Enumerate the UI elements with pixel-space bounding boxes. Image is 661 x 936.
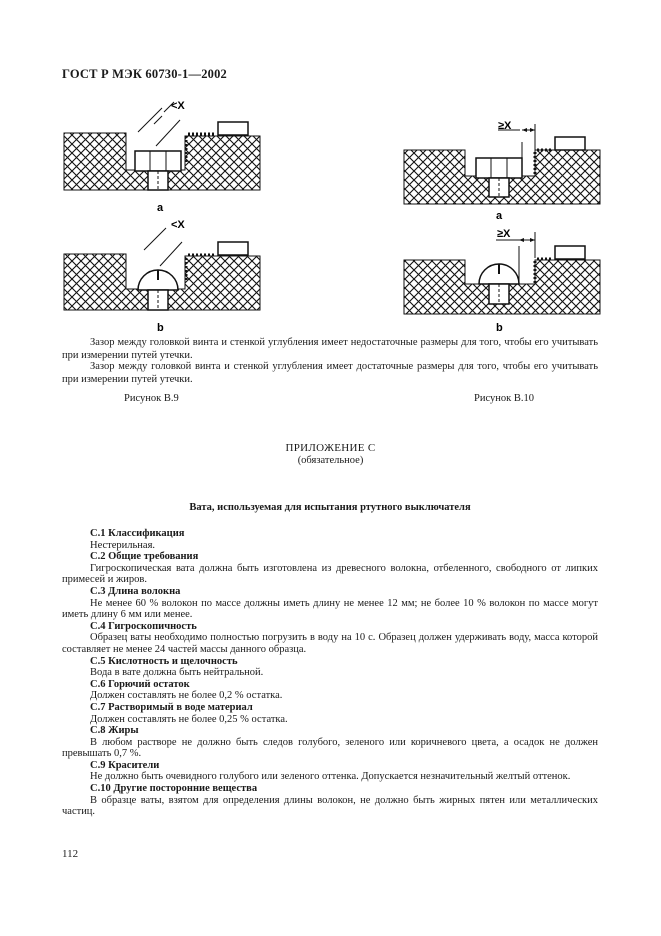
letter-b9-a: a: [157, 202, 164, 214]
label-less-x-a: <X: [171, 100, 185, 112]
conductive-part: [555, 137, 585, 150]
section-heading: С.5 Кислотность и щелочность: [90, 655, 238, 667]
document-header: ГОСТ Р МЭК 60730-1—2002: [62, 67, 227, 81]
figure-b9-a: [64, 102, 260, 190]
annex-title: ПРИЛОЖЕНИЕ С: [285, 442, 376, 454]
conductive-part: [218, 242, 248, 255]
section-body: Должен составлять не более 0,25 % остатка.: [90, 713, 288, 725]
letter-b10-a: a: [496, 210, 503, 222]
section-heading: С.6 Горючий остаток: [90, 678, 190, 690]
figure-b9-b: [64, 228, 260, 310]
figure-caption-b10: Рисунок В.10: [474, 393, 534, 404]
figures-drawing: [0, 0, 661, 340]
section-body: Вода в вате должна быть нейтральной.: [90, 667, 264, 679]
section-heading: С.7 Растворимый в воде материал: [90, 701, 253, 713]
figure-b10-a: [404, 124, 600, 204]
section-heading: С.3 Длина волокна: [90, 585, 181, 597]
conductive-part: [555, 246, 585, 259]
label-geq-x-a: ≥X: [498, 120, 512, 132]
section-body: Образец ваты необходимо полностью погрузить в воду на 10 с. Образец должен удерживать воду, масса которой составляет не менее 24 частей массы данного образца.: [62, 632, 598, 655]
label-geq-x-b: ≥X: [497, 228, 511, 240]
section-body: В образце ваты, взятом для определения длины волокон, не должно быть жирных пятен или металлических частиц.: [62, 794, 598, 818]
section-heading: С.8 Жиры: [90, 725, 139, 737]
section-heading: С.1 Классификация: [90, 528, 185, 539]
section-body: Не должно быть очевидного голубого или зеленого оттенка. Допускается незначительный желтый оттенок.: [90, 771, 571, 783]
figure-caption-b9: Рисунок В.9: [124, 393, 179, 404]
section-body: Не менее 60 % волокон по массе должны иметь длину не менее 12 мм; не более 10 % волокон по массе могут иметь длину 6 мм или менее.: [62, 597, 598, 621]
caption-insufficient-gap: Зазор между головкой винта и стенкой углубления имеет недостаточные размеры для того, чтобы его учитывать при измерении путей утечки.: [62, 337, 598, 361]
screw-head: [476, 158, 522, 178]
section-body: Гигроскопическая вата должна быть изготовлена из древесного волокна, отбеленного, свободного от липких примесей и жиров.: [62, 562, 598, 586]
screw-head: [135, 151, 181, 171]
page-number: 112: [62, 848, 79, 860]
section-heading: С.10 Другие посторонние вещества: [90, 783, 258, 795]
annex-heading: Вата, используемая для испытания ртутного выключателя: [189, 502, 471, 513]
caption-sufficient-gap: Зазор между головкой винта и стенкой углубления имеет достаточные размеры для того, чтобы его учитывать при измерении путей утечки.: [62, 361, 598, 385]
section-body: В любом растворе не должно быть следов голубого, зеленого или коричневого цвета, а осадок не должен превышать 0,7 %.: [62, 736, 598, 760]
figure-b10-b: [404, 232, 600, 314]
section-heading: С.9 Красители: [90, 759, 160, 771]
section-body: Нестерильная.: [90, 539, 156, 551]
annex-sections: [62, 528, 598, 818]
section-heading: С.2 Общие требования: [90, 551, 199, 563]
label-less-x-b: <X: [171, 219, 185, 231]
conductive-part: [218, 122, 248, 135]
letter-b10-b: b: [496, 322, 503, 334]
section-heading: С.4 Гигроскопичность: [90, 620, 197, 632]
annex-status: (обязательное): [297, 455, 364, 466]
letter-b9-b: b: [157, 322, 164, 334]
section-body: Должен составлять не более 0,2 % остатка.: [90, 690, 283, 702]
